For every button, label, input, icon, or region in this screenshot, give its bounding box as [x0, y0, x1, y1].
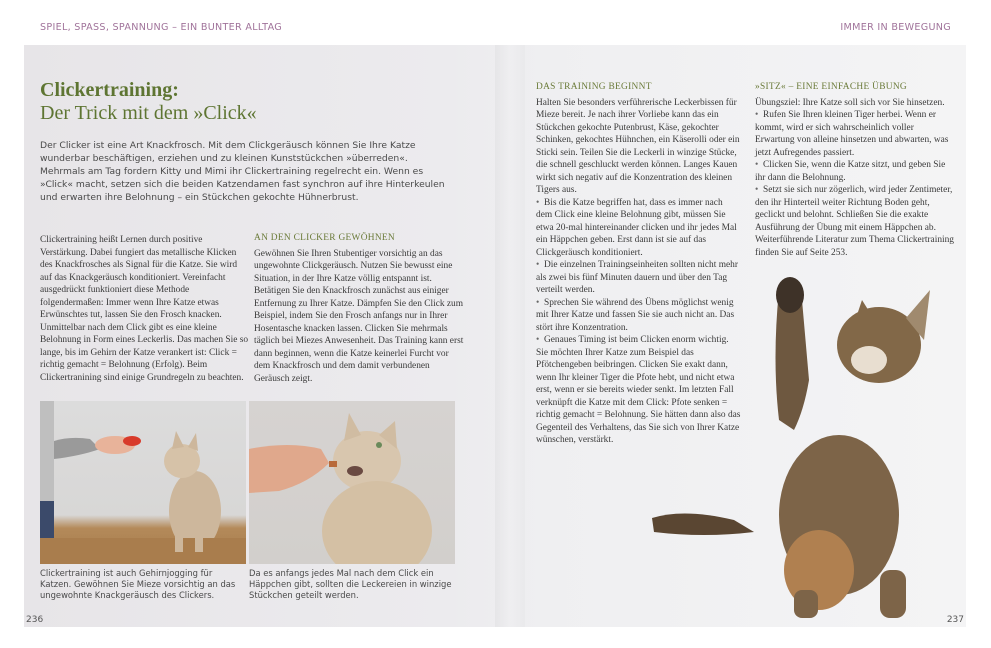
body-text: Übungsziel: Ihre Katze soll sich vor Sie hinsetzen. — [755, 97, 945, 108]
bullet-item: • Rufen Sie Ihren kleinen Tiger herbei. Wenn er kommt, wird er sich wahrscheinlich voller Erwartung von alleine hinsetzen und abwarten, was jetzt Aufregendes passiert. — [755, 109, 955, 159]
bullet-item: • Sprechen Sie während des Übens möglichst wenig mit Ihrer Katze und fassen Sie sie auch nicht an. Das stört ihre Konzentration. — [536, 297, 741, 335]
photo-caption: Da es anfangs jedes Mal nach dem Click ein Häppchen gibt, sollten die Leckereien in winzige Stückchen geteilt werden. — [249, 568, 452, 600]
book-gutter — [495, 45, 525, 627]
photo-cat-paw-raised — [644, 270, 944, 625]
page-subtitle: Der Trick mit dem »Click« — [40, 102, 257, 124]
running-head-left: SPIEL, SPASS, SPANNUNG – EIN BUNTER ALLTAG — [40, 22, 283, 33]
book-spread — [24, 45, 966, 627]
photo-cat-eating — [249, 401, 455, 564]
section-heading: »SITZ« – EINE EINFACHE ÜBUNG — [755, 82, 907, 92]
photo-caption: Clickertraining ist auch Gehirnjogging für Katzen. Gewöhnen Sie Mieze vorsichtig an das ungewohnte Knackgeräusch des Clickers. — [40, 568, 236, 600]
bullet-item: • Bis die Katze begriffen hat, dass es immer nach dem Click eine kleine Belohnung gibt, müssen Sie etwa 20-mal hintereinander clicken und ihr jedes Mal ein Häppchen geben. Erst dann ist sie auf das Clickgeräusch konditioniert. — [536, 197, 741, 260]
tabby-cat-photo-icon — [644, 270, 944, 625]
page-number-right: 237 — [946, 615, 964, 625]
cat-eating-photo-icon — [249, 401, 455, 564]
section-heading: AN DEN CLICKER GEWÖHNEN — [254, 233, 395, 243]
bullet-item: • Clicken Sie, wenn die Katze sitzt, und geben Sie ihr dann die Belohnung. — [755, 159, 955, 184]
photo-clicker-cat — [40, 401, 246, 564]
bullet-item: • Genaues Timing ist beim Clicken enorm wichtig. Sie möchten Ihrer Katze zum Beispiel das Pfötchengeben beibringen. Clicken Sie exakt dann, wenn Ihr kleiner Tiger die Pfote hebt, und nicht etwa erst, wenn er sie bereits wieder senkt. Im letzten Fall verknüpft die Katze mit dem Click: Pfote senken = richtig gemacht = Belohnung. Sie hätten dann also das Gegenteil des Verhaltens, das Sie sich von Ihrer Katze wünschen, verstärkt. — [536, 334, 741, 447]
column-sitz-uebung — [755, 81, 955, 259]
section-heading: DAS TRAINING BEGINNT — [536, 82, 652, 92]
intro-paragraph: Der Clicker ist eine Art Knackfrosch. Mit dem Clickgeräusch können Sie Ihre Katze wunderbar beschäftigen, erziehen und zu kleinen Kunststückchen »überreden«. Mehrmals am Tag fordern Kitty und Mimi ihr Clickertraining regelrecht ein. Wenn es »Click« macht, setzen sich die beiden Katzendamen fast synchron auf ihre Hinterkeulen und erwarten ihre Belohnung – ein Stückchen gekochte Hühnerbrust. — [40, 140, 445, 203]
bullet-item: • Setzt sie sich nur zögerlich, wird jeder Zentimeter, den ihr Hinterteil weiter Richtung Boden geht, geclickt und belohnt. Schließen Sie die exakte Ausführung der Übung mit einem Häppchen ab. Weiterführende Literatur zum Thema Clickertraining finden Sie auf Seite 253. — [755, 184, 955, 259]
column-clickertraining — [40, 234, 250, 384]
page-title: Clickertraining: — [40, 79, 179, 101]
body-text: Gewöhnen Sie Ihren Stubentiger vorsichtig an das ungewohnte Clickgeräusch. Nutzen Sie bewusst eine Situation, in der Ihre Katze völlig entspannt ist. Betätigen Sie den Knackfrosch zunächst aus einiger Entfernung zu Ihrer Katze. Dämpfen Sie den Click zum Beispiel, indem Sie den Frosch anfangs nur in Ihrer Hosentasche knacken lassen. Clicken Sie mehrmals täglich bei Miezes Anwesenheit. Das Training kann erst dann beginnen, wenn die Katze keinerlei Furcht vor dem Knackfrosch und dem damit verbundenen Geräusch zeigt. — [254, 248, 464, 384]
cat-clicker-photo-icon — [40, 401, 246, 564]
running-head-right: IMMER IN BEWEGUNG — [840, 22, 951, 33]
bullet-item: • Die einzelnen Trainingseinheiten sollten nicht mehr als zwei bis fünf Minuten dauern und über den Tag verteilt werden. — [536, 259, 741, 297]
body-text: Clickertraining heißt Lernen durch positive Verstärkung. Dabei fungiert das metallische Klicken des Knackfrosches als Signal für die Katze. Sie wird auf das Knackgeräusch konditioniert. Vereinfacht ausgedrückt funktioniert diese Methode folgendermaßen: Immer wenn Ihre Katze etwas Erwünschtes tut, lassen Sie den Frosch knacken. Unmittelbar nach dem Click gibt es eine kleine Belohnung in Form eines Leckerlis. Das machen Sie so lange, bis im Gehirn der Katze verankert ist: Click = richtig gemacht = Belohnung (Erfolg). Beim Clickertranining sind einige Grundregeln zu beachten. — [40, 235, 249, 383]
body-text: Halten Sie besonders verführerische Leckerbissen für Mieze bereit. Je nach ihrer Vorliebe kann das ein Stückchen gekochte Putenbrust, Käse, gekochter Schinken, gekochtes Hühnchen, ein Käserolli oder ein Sticki sein. Teilen Sie die Leckerli in winzige Stücke, die schnell geschluckt werden können. Langes Kauen wirkt sich negativ auf die Konzentration des kleinen Tigers aus. — [536, 97, 740, 195]
column-an-den-clicker — [254, 232, 464, 385]
page-number-left: 236 — [26, 615, 44, 625]
